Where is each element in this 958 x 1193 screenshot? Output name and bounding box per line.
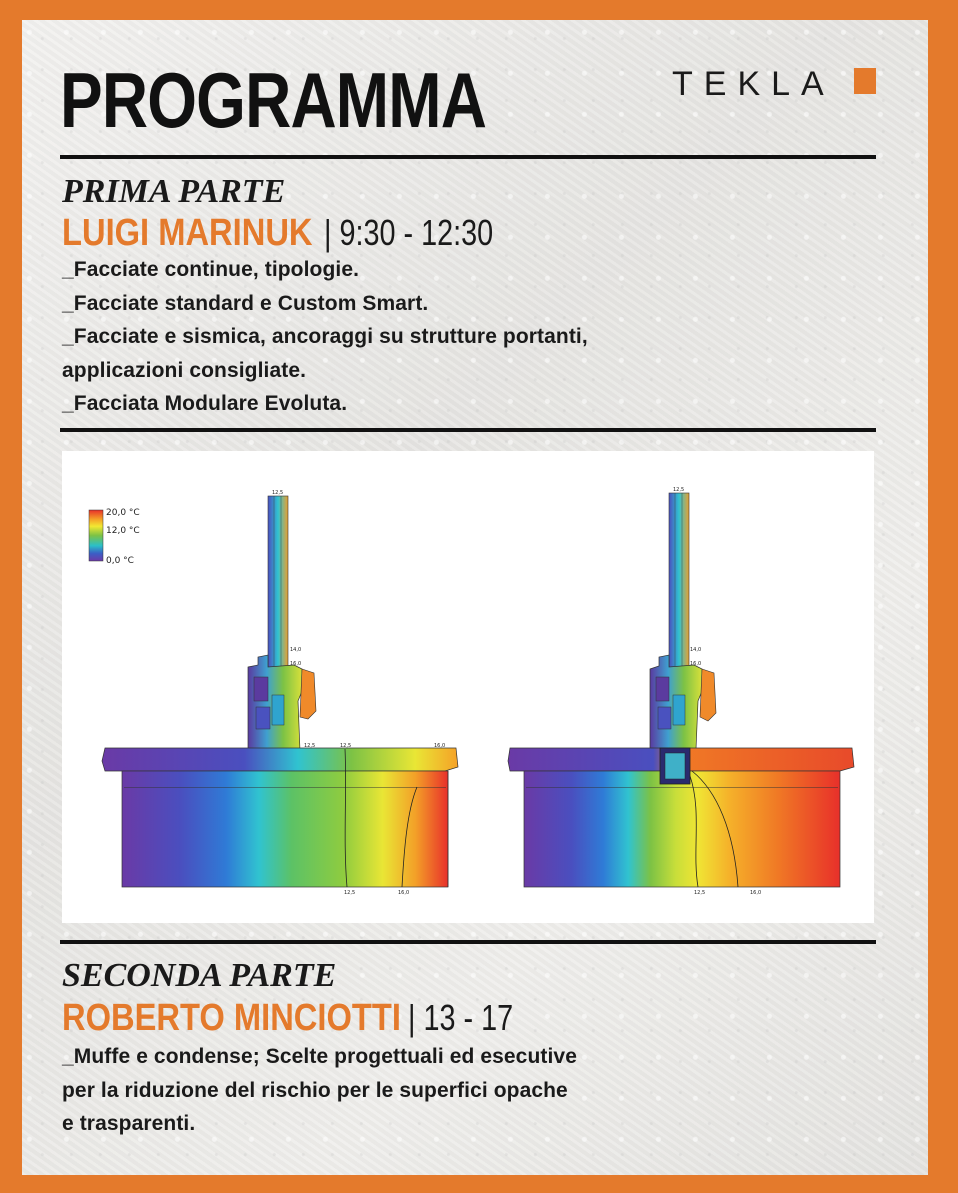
isotherm-label: 12,5 — [344, 890, 356, 896]
topic-list-first — [62, 253, 588, 421]
isotherm-label: 14,0 — [290, 647, 302, 653]
isotherm-label: 16,0 — [398, 890, 410, 896]
speaker-time-second: | 13 - 17 — [408, 997, 514, 1038]
logo-text: TEKLA — [672, 65, 835, 103]
isotherm-label: 12,5 — [304, 743, 316, 749]
logo-square-icon — [854, 68, 876, 94]
isotherm-label: 14,0 — [690, 647, 702, 653]
section-heading-second: SECONDA PARTE — [62, 957, 337, 994]
topic-item: _Muffe e condense; Scelte progettuali ed esecutive — [62, 1045, 577, 1068]
page-title: PROGRAMMA — [60, 56, 487, 144]
divider-middle — [60, 428, 876, 432]
isotherm-label: 12,5 — [673, 487, 685, 493]
thermal-detail-right — [508, 487, 854, 896]
topic-item: _Facciate e sismica, ancoraggi su strutture portanti, — [62, 325, 588, 348]
divider-top — [60, 155, 876, 159]
topic-item: _Facciata Modulare Evoluta. — [62, 392, 348, 415]
topic-item: _Facciate standard e Custom Smart. — [62, 291, 429, 315]
isotherm-label: 16,0 — [690, 661, 702, 667]
topic-list-second — [62, 1040, 577, 1141]
legend-label-low: 0,0 °C — [106, 556, 134, 566]
thermal-detail-left — [102, 490, 458, 896]
divider-bottom — [60, 940, 876, 944]
topic-item: applicazioni consigliate. — [62, 358, 307, 382]
isotherm-label: 16,0 — [750, 890, 762, 896]
speaker-line-first — [62, 210, 494, 256]
legend-label-high: 20,0 °C — [106, 508, 140, 518]
section-heading-first: PRIMA PARTE — [62, 173, 286, 210]
topic-item: per la riduzione del rischio per le superfici opache — [62, 1078, 568, 1102]
thermal-simulation-image — [62, 451, 874, 923]
isotherm-label: 16,0 — [290, 661, 302, 667]
speaker-name-second: ROBERTO MINCIOTTI — [62, 997, 401, 1039]
temperature-legend — [89, 508, 140, 566]
topic-item: _Facciate continue, tipologie. — [62, 258, 360, 281]
isotherm-label: 12,5 — [272, 490, 284, 496]
speaker-name-first: LUIGI MARINUK — [62, 212, 313, 254]
topic-item: e trasparenti. — [62, 1112, 196, 1135]
isotherm-label: 12,5 — [694, 890, 706, 896]
isotherm-label: 16,0 — [434, 743, 446, 749]
isotherm-label: 12,5 — [340, 743, 352, 749]
speaker-time-first: | 9:30 - 12:30 — [324, 212, 494, 253]
speaker-line-second — [62, 995, 514, 1041]
legend-label-mid: 12,0 °C — [106, 526, 140, 536]
